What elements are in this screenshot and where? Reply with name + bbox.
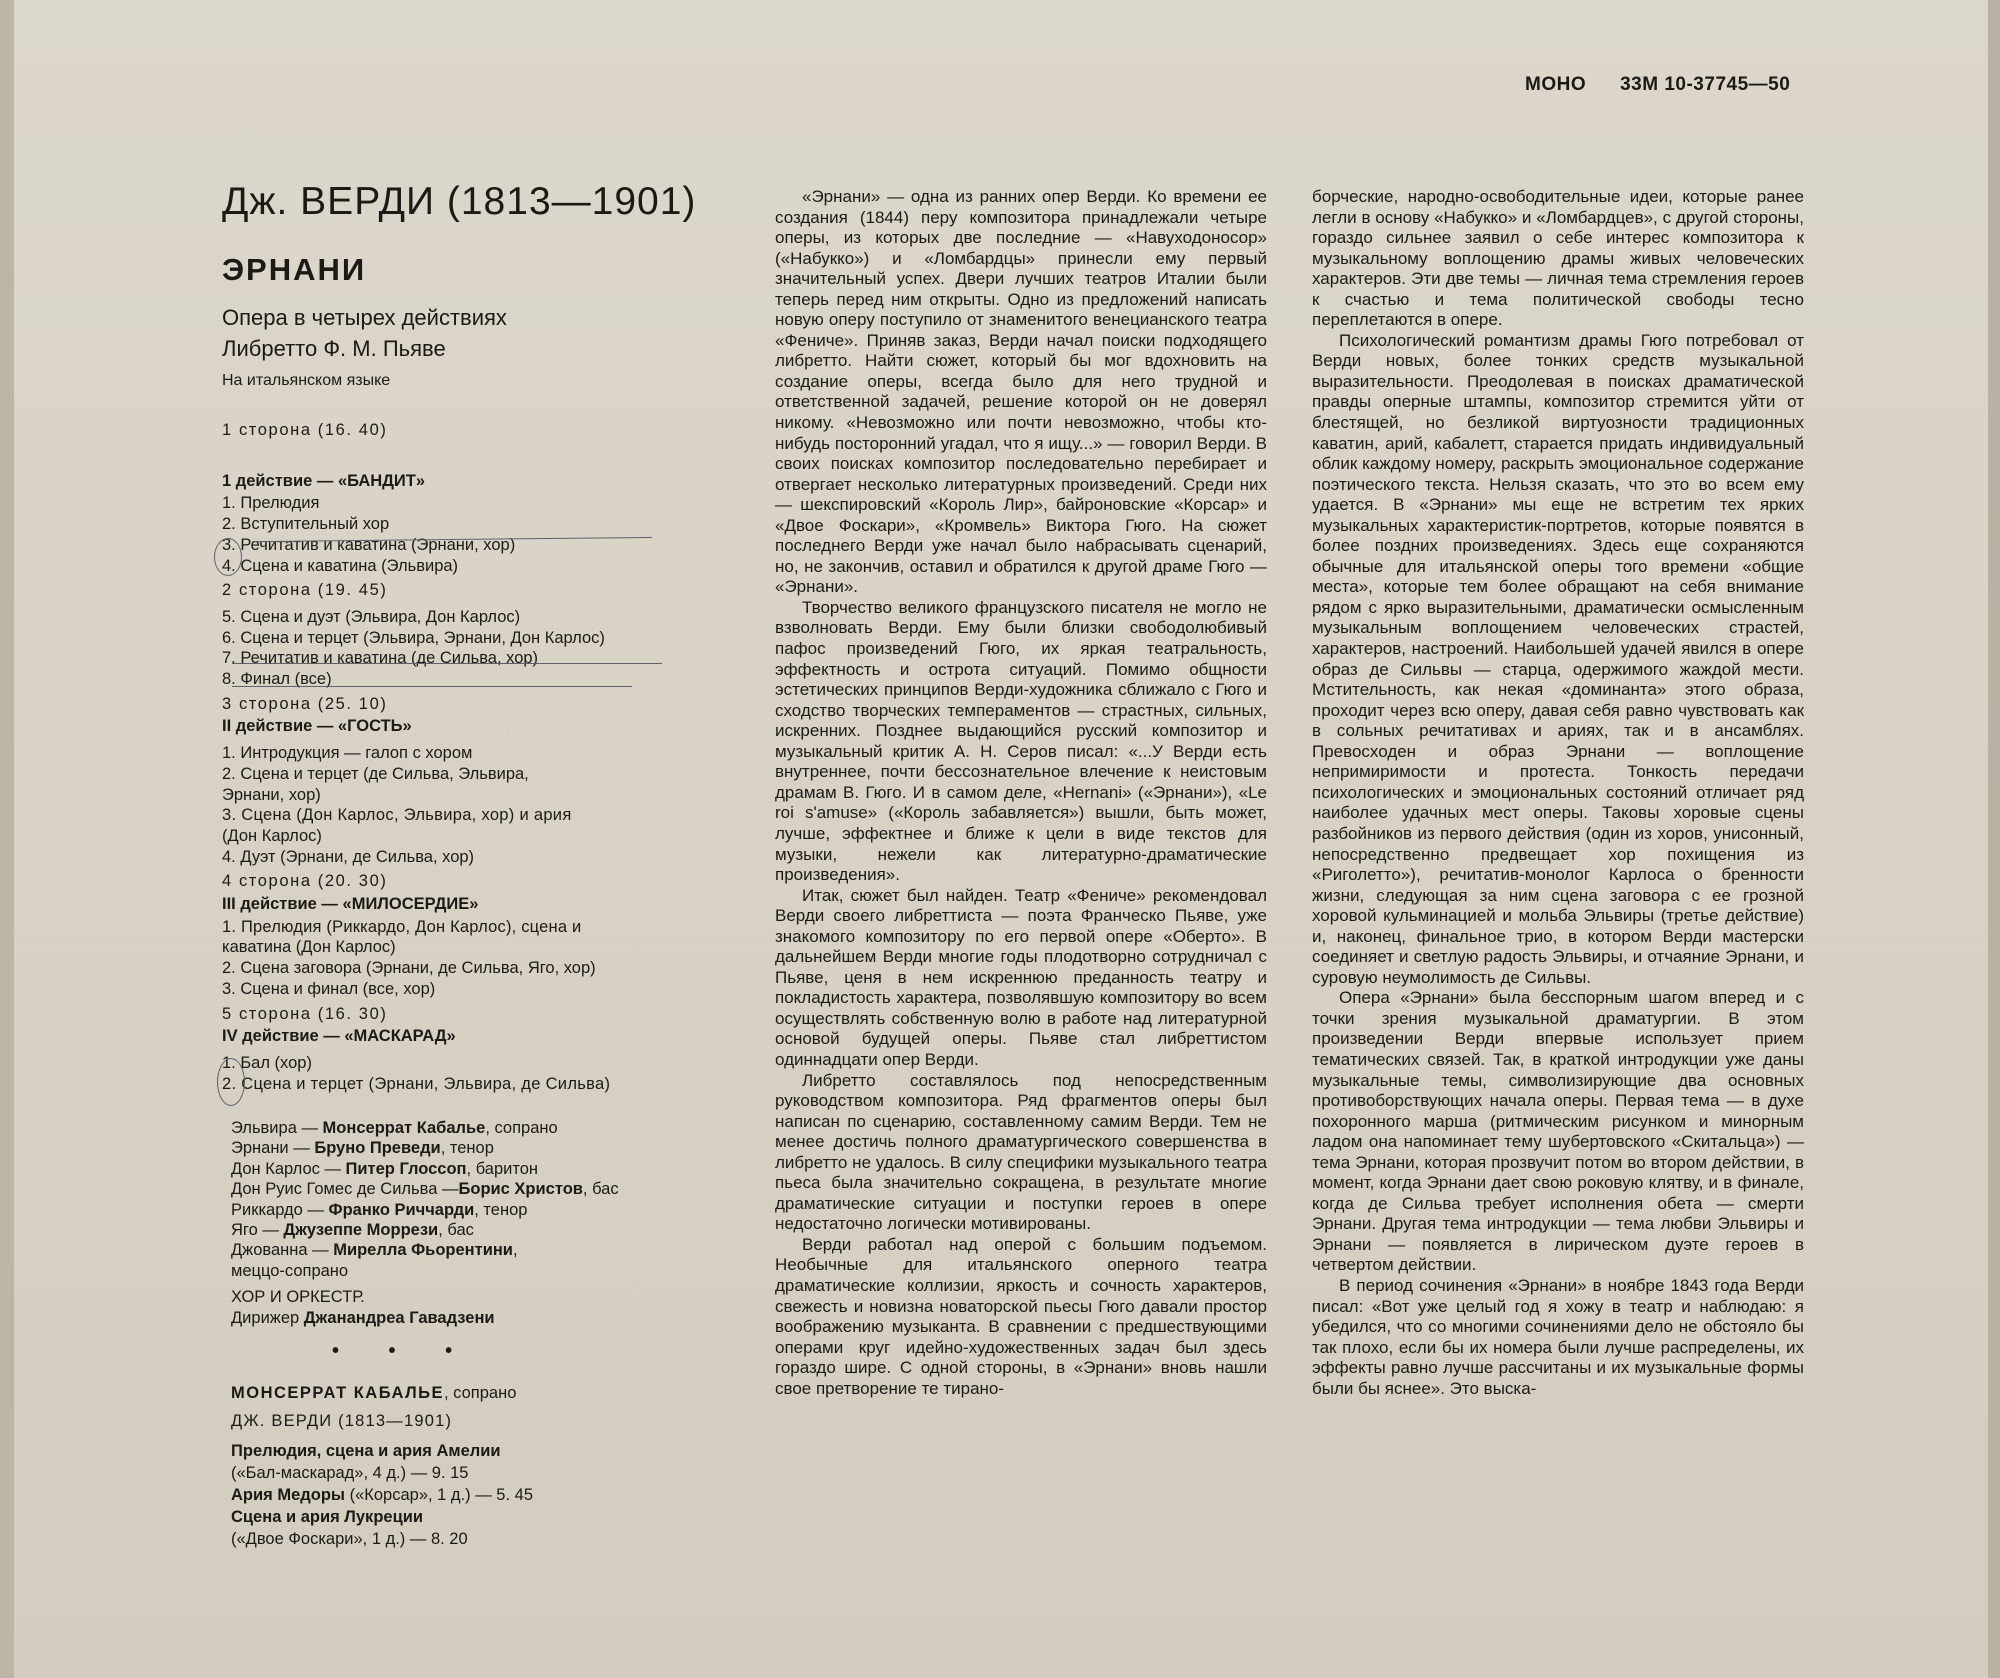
choir-line: ХОР И ОРКЕСТР. [231,1288,365,1306]
essay-paragraph: Итак, сюжет был найден. Театр «Фениче» рекомендовал Верди своего либреттиста — поэта Франческо Пьяве, уже знакомого композитору по его первой опере «Оберто». В дальнейшем Верди многие годы плодотворно сотрудничал с Пьяве, ценя в нем искреннюю преданность театру и покладистость характера, позволявшую композитору во всем осуществлять собственную волю в работе над литературной основой будущей оперы. Пьяве стал либреттистом одиннадцати опер Верди. [775,885,1267,1069]
track-item: 5. Сцена и дуэт (Эльвира, Дон Карлос) [222,607,521,626]
side-1-heading: 1 сторона (16. 40) [222,421,388,439]
cast-row: меццо-сопрано [231,1261,349,1280]
conductor-name: Джанандреа Гавадзени [303,1309,495,1327]
bonus-composer: ДЖ. ВЕРДИ (1813—1901) [231,1412,453,1430]
cast-row: Дон Карлос — Питер Глоссоп, баритон [231,1159,539,1178]
track-item: 4. Сцена и каватина (Эльвира) [222,556,459,575]
bonus-item: Ария Медоры («Корсар», 1 д.) — 5. 45 [231,1486,534,1504]
track-item: 4. Дуэт (Эрнани, де Сильва, хор) [222,847,475,866]
pen-underline-mark [232,663,662,664]
catalog-info [1525,74,1790,96]
subtitle-line: Опера в четырех действиях [222,305,507,330]
track-item: 1. Прелюдия (Риккардо, Дон Карлос), сцена и [222,917,582,936]
essay-paragraph: Опера «Эрнани» была бесспорным шагом вперед и с точки зрения музыкальной драматургии. В этом произведении Верди впервые использует прием тематических связей. Так, в краткой интродукции уже даны музыкальные темы, символизирующие два основных противоборствующих начала оперы. Первая тема — в духе похоронного марша (ритмическим рисунком и минорным ладом она напоминает тему шубертовского «Скитальца») — тема Эрнани, которая прозвучит потом во втором действии, в момент, когда Эрнани дает свою роковую клятву, и в финале, когда де Сильва требует исполнения обета — смерти Эрнани. Другая тема интродукции — тема любви Эльвиры и Эрнани — появляется в лирическом дуэте героев в четвертом действии. [1312,988,1804,1275]
essay-paragraph: В период сочинения «Эрнани» в ноябре 1843 года Верди писал: «Вот уже целый год я хожу в театр и наблюдаю: я убедился, что со многими сочинениями дело не обстояло бы так плохо, если бы их номера были лучше распределены, их эффекты равно лучше рассчитаны и их музыкальные формы были бы яснее». Это выска- [1312,1275,1804,1398]
composer-heading: Дж. ВЕРДИ (1813—1901) [222,180,697,223]
track-item-continued: (Дон Карлос) [222,826,322,845]
pen-circle-mark [214,538,242,576]
track-item: 3. Речитатив и каватина (Эрнани, хор) [222,535,516,554]
cast-row: Эльвира — Монсеррат Кабалье, сопрано [231,1119,558,1137]
language-note: На итальянском языке [222,372,391,389]
essay-column-right [1312,187,1804,1399]
essay-paragraph: Творчество великого французского писателя не могло не взволновать Верди. Ему были близки свободолюбивый пафос произведений Гюго, их яркая театральность, эффектность и острота ситуаций. Помимо общности эстетических принципов Верди-художника сближало с Гюго и сходство творческих темпераментов — страстных, сильных, искренних. Позднее выдающийся русский композитор и музыкальный критик А. Н. Серов писал: «...У Верди есть внутреннее, почти бессознательное влечение к неистовым драмам В. Гюго. И в самом деле, «Hernani» («Эрнани»), «Le roi s'amuse» («Король забавляется») вышли, быть может, лучше, эффектнее и ближе к цели в виде текстов для музыки, нежели как литературно-драматические произведения». [775,597,1267,885]
bonus-section [231,1382,701,1550]
track-item: 2. Сцена и терцет (де Сильва, Эльвира, [222,764,529,783]
act-1-heading: 1 действие — «БАНДИТ» [222,471,426,490]
track-item: 8. Финал (все) [222,670,332,689]
track-item-continued: Эрнани, хор) [222,785,321,804]
track-item: 1. Интродукция — галоп с хором [222,744,473,763]
bonus-item: Сцена и ария Лукреции [231,1508,423,1526]
opera-subtitle [222,302,507,364]
catalog-number: 33М 10-37745—50 [1620,74,1791,95]
track-item: 1. Бал (хор) [222,1053,312,1072]
cast-list [231,1118,711,1281]
essay-paragraph: «Эрнани» — одна из ранних опер Верди. Ко времени ее создания (1844) перу композитора принадлежали четыре оперы, из которых две последние — «Навуходоносор» («Набукко») и «Ломбардцы» принесли ему первый значительный успех. Двери лучших театров Италии были теперь перед ним открыты. Одно из предложений написать новую оперу поступило от знаменитого венецианского театра «Фениче». Приняв заказ, Верди начал поиски подходящего либретто. Найти сюжет, который бы мог вдохновить на создание оперы, всегда было для него трудной и ответственной задачей, решение которой он не доверял никому. «Невозможно или почти невозможно, чтобы кто-нибудь посторонний угадал, что я ищу...» — говорил Верди. В своих поисках композитор последовательно перебирает и отвергает несколько литературных произведений. Среди них — шекспировский «Король Лир», байроновские «Корсар» и «Двое Фоскари», «Кромвель» Виктора Гюго. На сюжет последнего Верди уже начал было набрасывать сценарий, но, не закончив, оставил и обратился к другой драме Гюго — «Эрнани». [775,187,1267,597]
track-item: 2. Сцена заговора (Эрнани, де Сильва, Яго, хор) [222,959,596,978]
track-item: 2. Вступительный хор [222,515,390,534]
track-item-continued: каватина (Дон Карлос) [222,938,396,957]
side-3-heading: 3 сторона (25. 10) [222,694,388,713]
sleeve-left-edge [0,0,14,1678]
bonus-item: Прелюдия, сцена и ария Амелии [231,1442,501,1460]
essay-paragraph: Либретто составлялось под непосредственным руководством композитора. Ряд фрагментов оперы был написан по сценарию, составленному самим Верди. Тем не менее достичь полного драматургического совершенства в либретто не удалось. В силу специфики музыкального театра пьеса была значительно сокращена, в результате многие драматические ситуации и поступки героев в опере недостаточно логически мотивированы. [775,1070,1267,1234]
tracklist [222,418,712,1094]
essay-paragraph: Психологический романтизм драмы Гюго потребовал от Верди новых, более тонких средств музыкальной выразительности. Преодолевая в поисках драматической правды оперные штампы, композитор стремится уйти от блестящей, но безликой виртуозности традиционных каватин, арий, кабалетт, старается придать индивидуальный облик каждому номеру, раскрыть эмоциональное содержание поэтического текста. Нельзя сказать, что это во всем ему удается. В «Эрнани» мы еще не встретим тех ярких музыкальных характеристик-портретов, которые появятся в более поздних произведениях. Здесь еще сохраняются обычные для итальянской оперы того времени «общие места», которые тем более обращают на себя внимание рядом с ярко выразительными, драматически осмысленным музыкальным воплощением человеческих страстей, характеров, настроений. Наибольшей удачей явился в опере образ де Сильвы — старца, одержимого жаждой мести. Мстительность, как некая «доминанта» этого образа, проходит через всю оперу, давая себя равно чувствовать как в сольных речитативах и ариях, так и в ансамблях. Превосходен и образ Эрнани — воплощение непримиримости и протеста. Тонкость передачи психологических и эмоциональных состояний отличает ряд наиболее удачных мест оперы. Таковы хоровые сцены разбойников из первого действия (один из хоров, унисонный, непосредственно предвещает хор похищения из «Риголетто»), речитатив-монолог Карлоса о бренности жизни, следующая за ним сцена заговора с ее грозной хоровой кульминацией и мольба Эльвиры (третье действие) и, наконец, финальное трио, в котором Верди мастерски соединяет и светлую радость Эльвиры, и отчаяние Эрнани, и суровую неумолимость де Сильвы. [1312,330,1804,987]
side-5-heading: 5 сторона (16. 30) [222,1004,388,1023]
pen-circle-mark [217,1058,245,1106]
side-2-heading: 2 сторона (19. 45) [222,581,388,600]
opera-title: ЭРНАНИ [222,252,367,287]
cast-row: Риккардо — Франко Риччарди, тенор [231,1200,528,1219]
essay-paragraph: борческие, народно-освободительные идеи, которые ранее легли в основу «Набукко» и «Ломбардцев», с другой стороны, гораздо сильнее заявил о себе интерес композитора к музыкальному воплощению драмы живых человеческих характеров. Эти две темы — личная тема стремления героев к счастью и тема политической свободы тесно переплетаются в опере. [1312,187,1804,330]
essay-column-middle [775,187,1267,1399]
track-item: 3. Сцена (Дон Карлос, Эльвира, хор) и ария [222,806,572,825]
sleeve-right-edge [1988,0,2000,1678]
cast-row: Джованна — Мирелла Фьорентини, [231,1241,518,1260]
side-4-heading: 4 сторона (20. 30) [222,872,388,891]
libretto-line: Либретто Ф. М. Пьяве [222,336,446,361]
cast-row: Яго — Джузеппе Моррези, бас [231,1221,474,1240]
track-item: 3. Сцена и финал (все, хор) [222,979,436,998]
cast-row: Эрнани — Бруно Преведи, тенор [231,1139,494,1158]
track-item: 6. Сцена и терцет (Эльвира, Эрнани, Дон Карлос) [222,628,605,647]
mono-label: МОНО [1525,74,1587,95]
track-item: 7. Речитатив и каватина (де Сильва, хор) [222,649,539,668]
bonus-item-detail: («Двое Фоскари», 1 д.) — 8. 20 [231,1530,468,1548]
bonus-item-detail: («Бал-маскарад», 4 д.) — 9. 15 [231,1464,469,1482]
conductor-line: Дирижер Джанандреа Гавадзени [231,1309,495,1327]
pen-underline-mark [232,686,632,687]
choir-and-conductor [231,1287,495,1329]
bonus-artist: МОНСЕРРАТ КАБАЛЬЕ, сопрано [231,1384,517,1402]
act-3-heading: III действие — «МИЛОСЕРДИЕ» [222,895,479,914]
act-4-heading: IV действие — «МАСКАРАД» [222,1027,456,1046]
track-item: 1. Прелюдия [222,494,320,513]
cast-row: Дон Руис Гомес де Сильва —Борис Христов, бас [231,1180,619,1199]
separator-dots: • • • [332,1340,475,1362]
essay-paragraph: Верди работал над оперой с большим подъемом. Необычные для итальянского оперного театра драматические коллизии, яркость и сочность характеров, свежесть и новизна новаторской пьесы Гюго давали простор воображению музыканта. В сравнении с предшествующими операми круг идейно-художественных задач был здесь гораздо шире. С одной стороны, в «Эрнани» вновь нашли свое претворение те тирано- [775,1234,1267,1398]
track-item: 2. Сцена и терцет (Эрнани, Эльвира, де Сильва) [222,1074,611,1093]
act-2-heading: II действие — «ГОСТЬ» [222,717,412,736]
